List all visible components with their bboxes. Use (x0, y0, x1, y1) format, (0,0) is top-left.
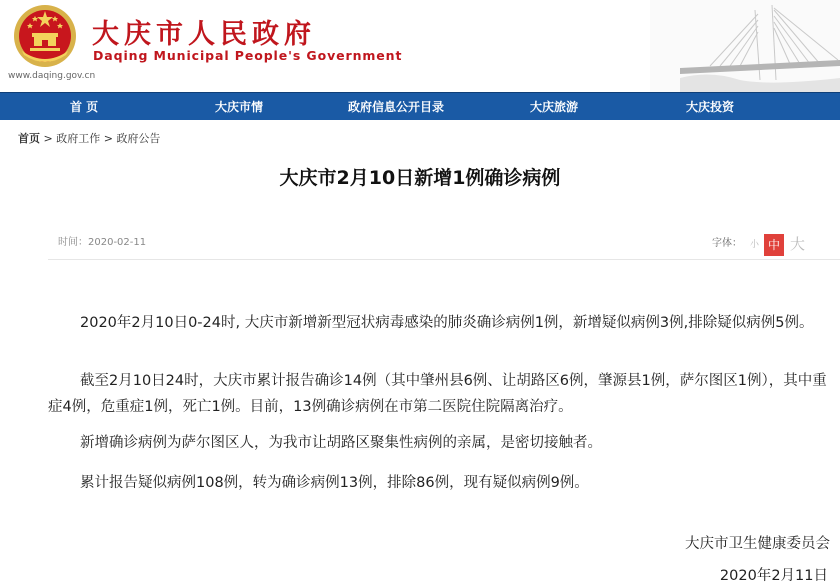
breadcrumb-announcement-link[interactable]: 政府公告 (116, 132, 161, 145)
bridge-illustration-icon (650, 0, 840, 92)
site-subtitle: Daqing Municipal People's Government (93, 48, 403, 63)
article-title: 大庆市2月10日新增1例确诊病例 (279, 167, 561, 189)
article-paragraph: 2020年2月10日0-24时, 大庆市新增新型冠状病毒感染的肺炎确诊病例1例，新增疑似病例3例,排除疑似病例5例。 (80, 315, 814, 331)
article-signature: 大庆市卫生健康委员会 (685, 536, 830, 552)
site-url: www.daqing.gov.cn (8, 71, 96, 81)
main-navigation (0, 92, 840, 120)
breadcrumb-separator: > (100, 132, 117, 145)
national-emblem-icon (12, 3, 78, 69)
nav-item-city-info[interactable]: 大庆市情 (215, 100, 264, 114)
site-title: 大庆市人民政府 (92, 19, 316, 50)
article-signature-date: 2020年2月11日 (719, 568, 828, 584)
breadcrumb-separator: > (40, 132, 57, 145)
nav-item-tourism[interactable]: 大庆旅游 (530, 100, 579, 114)
breadcrumb-gov-work-link[interactable]: 政府工作 (56, 132, 101, 145)
nav-item-gov-info-catalog[interactable]: 政府信息公开目录 (348, 100, 445, 114)
breadcrumb (18, 130, 160, 146)
article-paragraph: 累计报告疑似病例108例，转为确诊病例13例，排除86例，现有疑似病例9例。 (80, 475, 589, 491)
site-header (0, 0, 840, 92)
font-size-label: 字体： (712, 238, 742, 249)
font-size-medium-button[interactable]: 中 (764, 234, 784, 256)
article-paragraph: 截至2月10日24时，大庆市累计报告确诊14例（其中肇州县6例、让胡路区6例，肇源县1例，萨尔图区1例），其中重症4例，危重症1例，死亡1例。目前，13例确诊病例在市第二医院住院隔离治疗。 (48, 373, 827, 415)
font-size-large-button[interactable]: 大 (790, 235, 806, 253)
article-paragraph: 新增确诊病例为萨尔图区人，为我市让胡路区聚集性病例的亲属，是密切接触者。 (80, 435, 602, 451)
publish-time: 时间：2020-02-11 (58, 237, 147, 248)
nav-item-investment[interactable]: 大庆投资 (686, 100, 735, 114)
font-size-small-button[interactable]: 小 (750, 240, 760, 250)
breadcrumb-home-link[interactable]: 首页 (18, 132, 40, 145)
nav-item-home[interactable]: 首 页 (70, 100, 99, 114)
divider (48, 259, 840, 260)
